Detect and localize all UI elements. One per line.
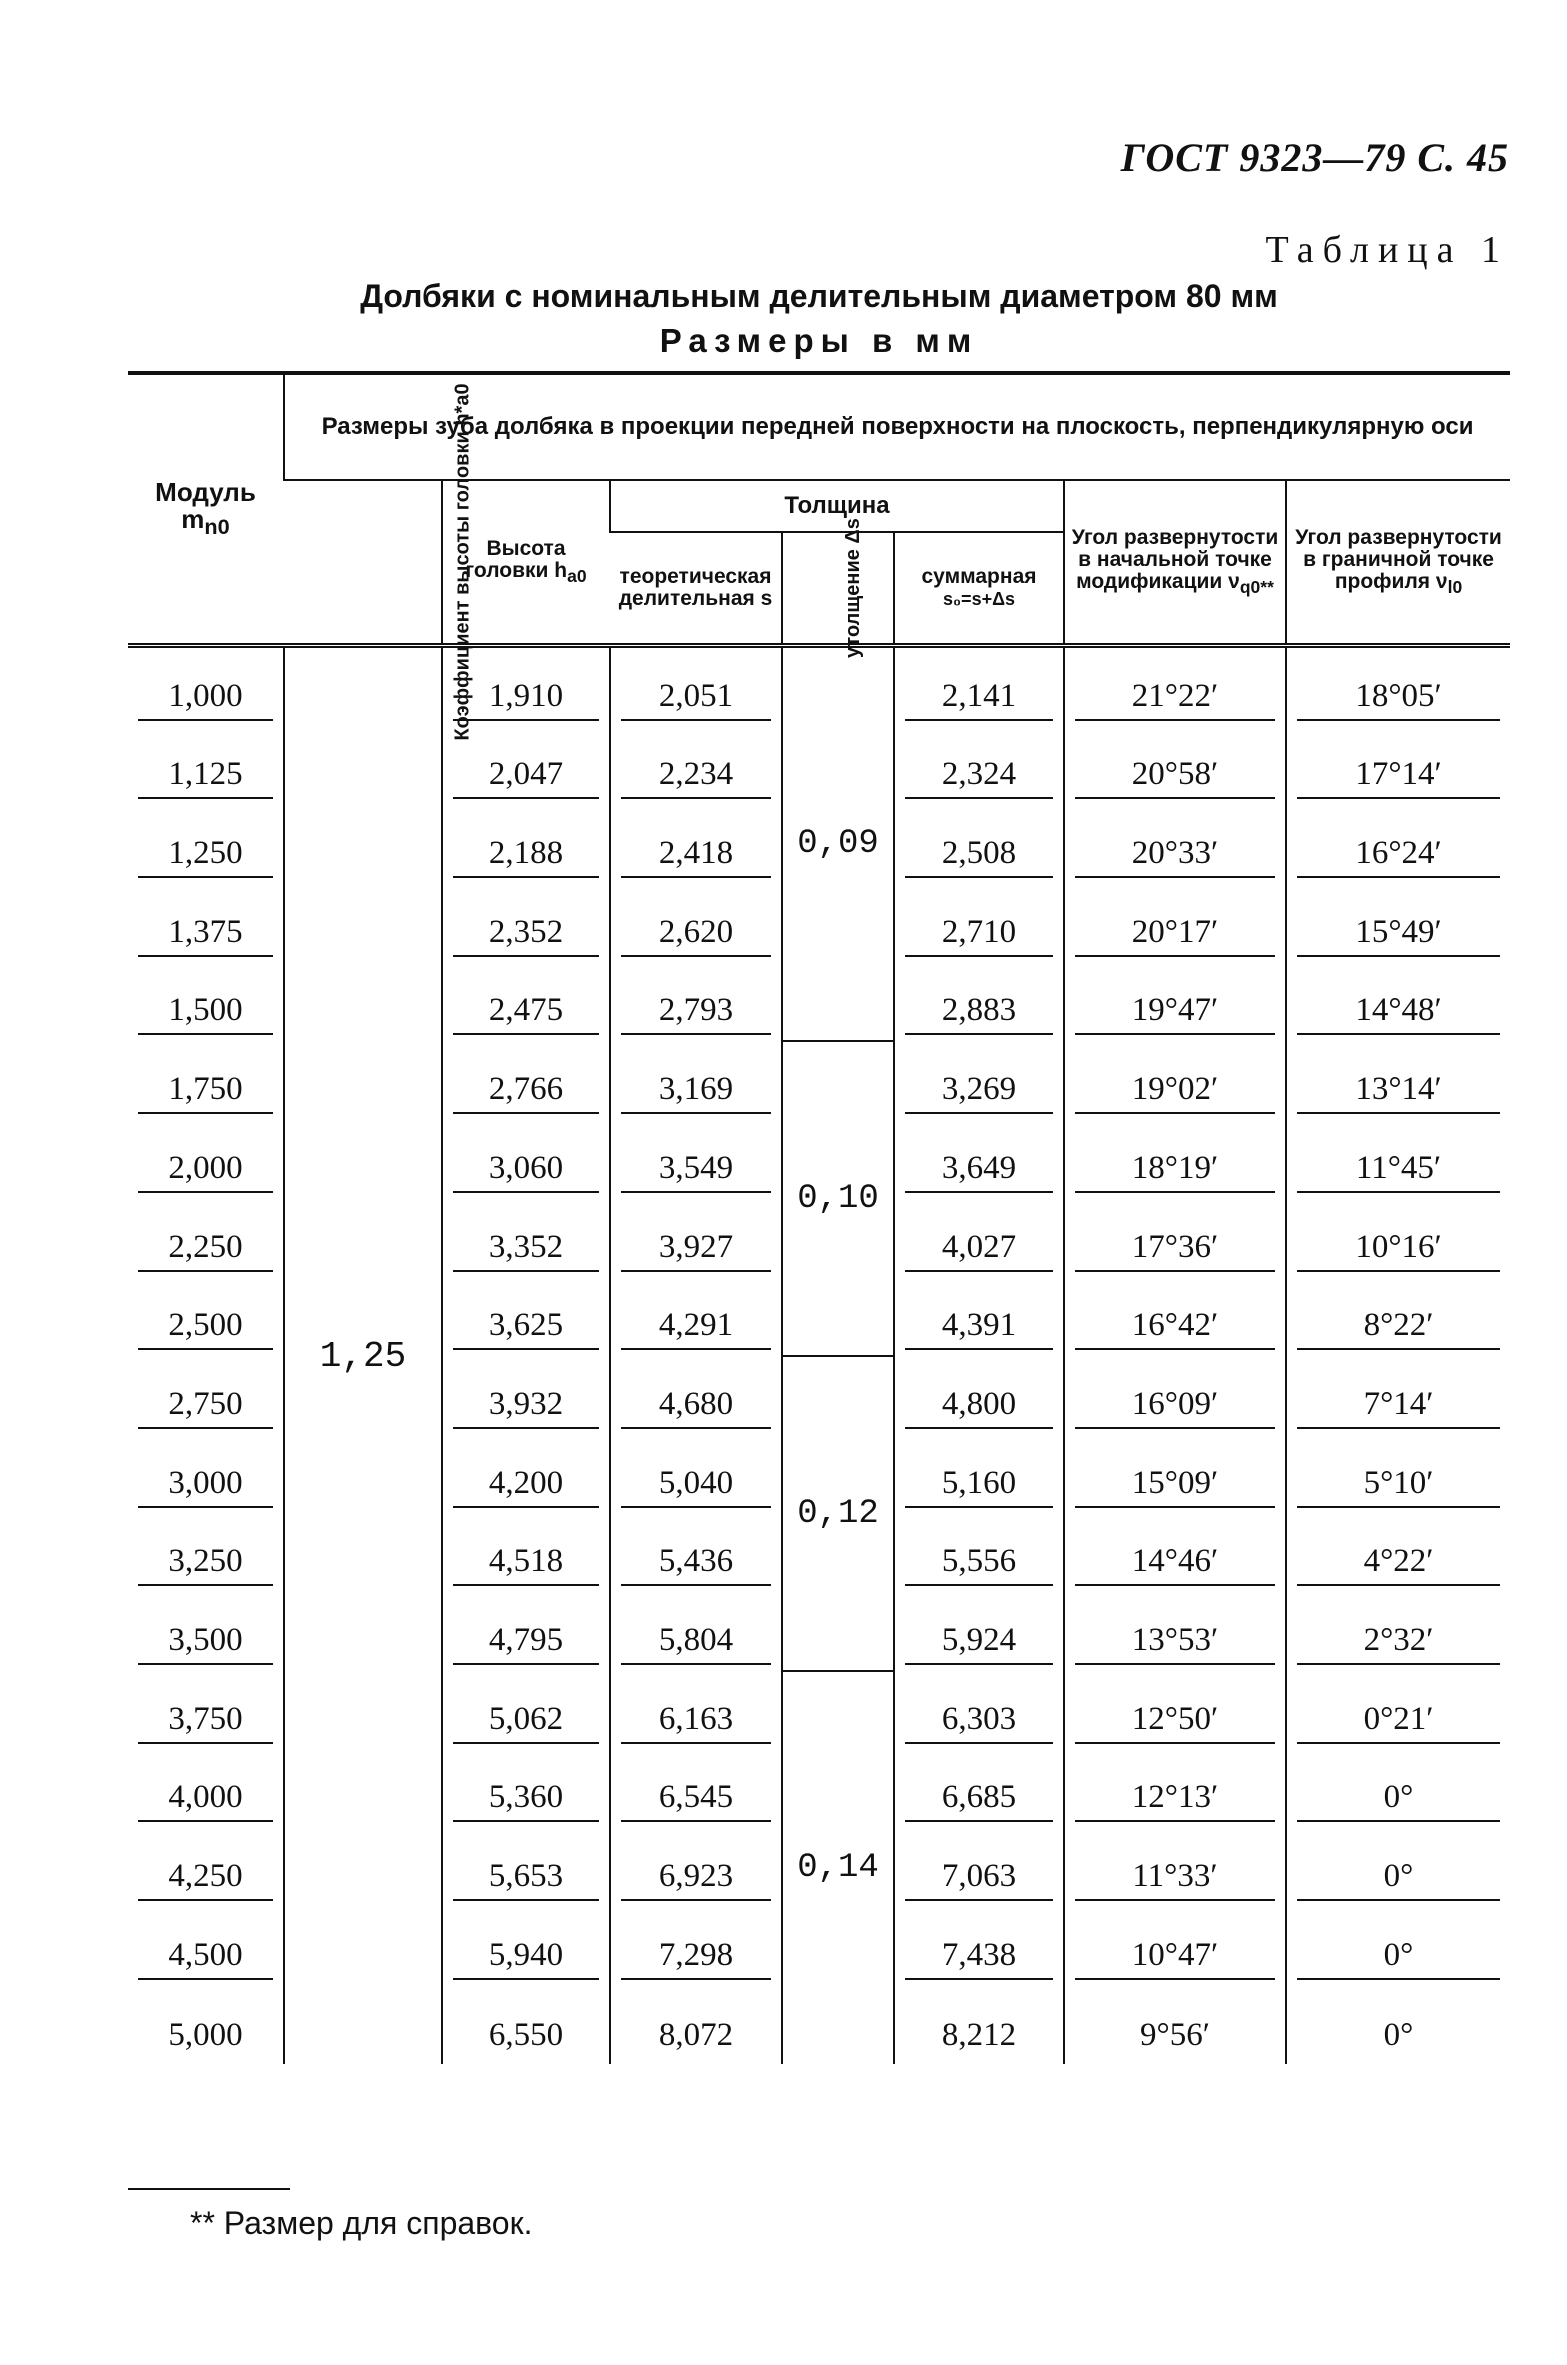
cell-module-value: 3,750 <box>138 1701 273 1744</box>
cell-angle-start-value: 17°36′ <box>1075 1229 1275 1272</box>
cell-height <box>442 1278 610 1357</box>
cell-angle-start <box>1064 963 1286 1042</box>
cell-total <box>894 1356 1064 1435</box>
cell-increase: 0,09 <box>782 646 894 1042</box>
cell-height <box>442 1828 610 1907</box>
cell-angle-start <box>1064 1750 1286 1829</box>
cell-theoretical <box>610 1120 782 1199</box>
cell-height-value: 6,550 <box>488 2017 564 2054</box>
cell-angle-start <box>1064 646 1286 727</box>
header-angle-start: Угол развернутости в начальной точке модификации $\nu_{q0**}$ <box>1064 480 1286 646</box>
footnote: ** Размер для справок. <box>190 2205 533 2241</box>
cell-theoretical-value: 3,549 <box>621 1150 771 1193</box>
cell-module <box>128 1435 284 1514</box>
cell-angle-boundary-value: 0° <box>1297 1858 1500 1901</box>
cell-total-value: 4,800 <box>905 1386 1053 1429</box>
cell-theoretical <box>610 727 782 806</box>
cell-angle-start-value: 16°09′ <box>1075 1386 1275 1429</box>
cell-angle-boundary-value: 0°21′ <box>1297 1701 1500 1744</box>
header-thickness: Толщина <box>610 480 1064 532</box>
data-table <box>128 371 1510 2064</box>
cell-angle-boundary <box>1286 1907 1510 1986</box>
cell-theoretical <box>610 1671 782 1750</box>
cell-theoretical <box>610 963 782 1042</box>
cell-height <box>442 1592 610 1671</box>
cell-theoretical <box>610 1278 782 1357</box>
cell-height <box>442 1750 610 1829</box>
cell-height-value: 5,062 <box>453 1701 599 1744</box>
cell-angle-boundary-value: 0° <box>1297 1779 1500 1822</box>
cell-angle-boundary-value: 0° <box>1383 2017 1414 2054</box>
table-body <box>128 646 1510 2065</box>
cell-module <box>128 1592 284 1671</box>
cell-angle-start-value: 21°22′ <box>1075 678 1275 721</box>
cell-theoretical-value: 2,793 <box>621 992 771 1035</box>
cell-module <box>128 1750 284 1829</box>
cell-total-value: 3,649 <box>905 1150 1053 1193</box>
cell-angle-boundary-value: 11°45′ <box>1297 1150 1500 1193</box>
cell-height-value: 2,188 <box>453 835 599 878</box>
cell-module-value: 2,250 <box>138 1229 273 1272</box>
cell-angle-start-value: 12°50′ <box>1075 1701 1275 1744</box>
cell-height <box>442 1514 610 1593</box>
header-module: Модуль $m_{n0}$ <box>128 373 284 646</box>
cell-angle-start-value: 13°53′ <box>1075 1622 1275 1665</box>
cell-total <box>894 1828 1064 1907</box>
cell-total-value: 3,269 <box>905 1071 1053 1114</box>
page-header: ГОСТ 9323—79 С. 45 <box>1120 135 1509 180</box>
cell-theoretical <box>610 1199 782 1278</box>
cell-height-value: 3,352 <box>453 1229 599 1272</box>
cell-theoretical-value: 2,620 <box>621 914 771 957</box>
header-coef: Коэффициент высоты головки h*a0 <box>284 480 442 646</box>
cell-theoretical-value: 6,545 <box>621 1779 771 1822</box>
cell-total-value: 2,508 <box>905 835 1053 878</box>
cell-height-value: 2,047 <box>453 756 599 799</box>
cell-increase: 0,14 <box>782 1671 894 2064</box>
footnote-rule <box>128 2188 290 2190</box>
cell-angle-boundary <box>1286 1514 1510 1593</box>
table-subtitle: Размеры в мм <box>659 322 979 359</box>
table-title: Долбяки с номинальным делительным диаметром 80 мм <box>360 278 1278 314</box>
cell-module-value: 4,000 <box>138 1779 273 1822</box>
cell-height-value: 1,910 <box>453 678 599 721</box>
cell-module-value: 3,500 <box>138 1622 273 1665</box>
cell-theoretical-value: 7,298 <box>621 1937 771 1980</box>
cell-module <box>128 884 284 963</box>
cell-height <box>442 1356 610 1435</box>
cell-total-value: 4,027 <box>905 1229 1053 1272</box>
cell-module-value: 1,500 <box>138 992 273 1035</box>
cell-height-value: 5,940 <box>453 1937 599 1980</box>
cell-module <box>128 1671 284 1750</box>
cell-height-value: 5,653 <box>453 1858 599 1901</box>
cell-height <box>442 1199 610 1278</box>
cell-angle-start <box>1064 1120 1286 1199</box>
cell-angle-start <box>1064 1514 1286 1593</box>
cell-coef: 1,25 <box>284 646 442 2065</box>
cell-total <box>894 1278 1064 1357</box>
cell-angle-boundary-value: 14°48′ <box>1297 992 1500 1035</box>
cell-module-value: 1,000 <box>138 678 273 721</box>
cell-module <box>128 1986 284 2065</box>
cell-theoretical-value: 5,436 <box>621 1543 771 1586</box>
cell-theoretical <box>610 1356 782 1435</box>
cell-angle-boundary-value: 10°16′ <box>1297 1229 1500 1272</box>
cell-height-value: 3,060 <box>453 1150 599 1193</box>
cell-theoretical-value: 5,804 <box>621 1622 771 1665</box>
cell-module-value: 2,500 <box>138 1307 273 1350</box>
cell-module <box>128 727 284 806</box>
cell-angle-start <box>1064 1907 1286 1986</box>
cell-angle-start-value: 11°33′ <box>1075 1858 1275 1901</box>
cell-theoretical-value: 8,072 <box>658 2017 734 2054</box>
cell-module-value: 1,750 <box>138 1071 273 1114</box>
cell-height <box>442 805 610 884</box>
cell-theoretical <box>610 1514 782 1593</box>
cell-angle-boundary-value: 15°49′ <box>1297 914 1500 957</box>
cell-angle-start-value: 19°47′ <box>1075 992 1275 1035</box>
cell-angle-start-value: 18°19′ <box>1075 1150 1275 1193</box>
cell-module-value: 1,375 <box>138 914 273 957</box>
cell-total <box>894 1592 1064 1671</box>
cell-height <box>442 1671 610 1750</box>
cell-total-value: 4,391 <box>905 1307 1053 1350</box>
cell-angle-start-value: 15°09′ <box>1075 1465 1275 1508</box>
cell-angle-boundary <box>1286 1986 1510 2065</box>
cell-total-value: 8,212 <box>941 2017 1017 2054</box>
cell-angle-boundary-value: 4°22′ <box>1297 1543 1500 1586</box>
cell-angle-boundary <box>1286 963 1510 1042</box>
cell-theoretical <box>610 1750 782 1829</box>
cell-module <box>128 1120 284 1199</box>
cell-angle-boundary <box>1286 1592 1510 1671</box>
cell-theoretical <box>610 805 782 884</box>
cell-angle-boundary-value: 17°14′ <box>1297 756 1500 799</box>
cell-theoretical-value: 2,051 <box>621 678 771 721</box>
cell-theoretical-value: 6,163 <box>621 1701 771 1744</box>
cell-increase: 0,10 <box>782 1041 894 1356</box>
cell-height <box>442 963 610 1042</box>
cell-increase: 0,12 <box>782 1356 894 1671</box>
cell-angle-boundary <box>1286 646 1510 727</box>
cell-angle-boundary <box>1286 727 1510 806</box>
cell-theoretical <box>610 1041 782 1120</box>
cell-theoretical-value: 2,234 <box>621 756 771 799</box>
header-theoretical: теоретическая делительная s <box>610 532 782 646</box>
cell-module <box>128 805 284 884</box>
cell-total <box>894 884 1064 963</box>
cell-module <box>128 646 284 727</box>
cell-height <box>442 884 610 963</box>
cell-module <box>128 1199 284 1278</box>
cell-angle-start-value: 16°42′ <box>1075 1307 1275 1350</box>
cell-theoretical-value: 5,040 <box>621 1465 771 1508</box>
cell-angle-start <box>1064 1278 1286 1357</box>
header-increase: утолщение Δs <box>782 532 894 646</box>
cell-total-value: 2,141 <box>905 678 1053 721</box>
cell-angle-start <box>1064 1986 1286 2065</box>
cell-height-value: 5,360 <box>453 1779 599 1822</box>
cell-total <box>894 1120 1064 1199</box>
cell-height-value: 3,932 <box>453 1386 599 1429</box>
cell-total <box>894 1435 1064 1514</box>
table-label: Таблица 1 <box>1265 229 1509 271</box>
cell-module <box>128 1356 284 1435</box>
cell-height <box>442 1041 610 1120</box>
cell-module-value: 2,000 <box>138 1150 273 1193</box>
cell-angle-start-value: 20°17′ <box>1075 914 1275 957</box>
cell-total-value: 5,924 <box>905 1622 1053 1665</box>
cell-height <box>442 1986 610 2065</box>
cell-angle-boundary-value: 0° <box>1297 1937 1500 1980</box>
cell-angle-boundary-value: 18°05′ <box>1297 678 1500 721</box>
cell-height-value: 4,795 <box>453 1622 599 1665</box>
cell-module-value: 1,250 <box>138 835 273 878</box>
cell-height-value: 2,766 <box>453 1071 599 1114</box>
cell-angle-boundary <box>1286 805 1510 884</box>
cell-height <box>442 1435 610 1514</box>
header-total: суммарная s₀=s+Δs <box>894 532 1064 646</box>
header-height: Высота головки $h_{a0}$ <box>442 480 610 646</box>
cell-module-value: 3,250 <box>138 1543 273 1586</box>
cell-theoretical-value: 4,291 <box>621 1307 771 1350</box>
cell-height-value: 2,352 <box>453 914 599 957</box>
cell-angle-boundary-value: 16°24′ <box>1297 835 1500 878</box>
cell-module <box>128 1278 284 1357</box>
cell-angle-boundary <box>1286 1120 1510 1199</box>
cell-angle-boundary <box>1286 1435 1510 1514</box>
cell-theoretical <box>610 1828 782 1907</box>
cell-module-value: 2,750 <box>138 1386 273 1429</box>
cell-height-value: 4,200 <box>453 1465 599 1508</box>
cell-total <box>894 1514 1064 1593</box>
cell-angle-boundary-value: 5°10′ <box>1297 1465 1500 1508</box>
cell-module <box>128 1514 284 1593</box>
cell-module <box>128 1828 284 1907</box>
cell-angle-boundary <box>1286 1199 1510 1278</box>
cell-angle-boundary-value: 7°14′ <box>1297 1386 1500 1429</box>
cell-angle-start <box>1064 1435 1286 1514</box>
cell-angle-boundary <box>1286 884 1510 963</box>
cell-total <box>894 1986 1064 2065</box>
cell-theoretical <box>610 1907 782 1986</box>
cell-total <box>894 1907 1064 1986</box>
cell-angle-start-value: 12°13′ <box>1075 1779 1275 1822</box>
cell-theoretical-value: 3,927 <box>621 1229 771 1272</box>
cell-angle-boundary <box>1286 1750 1510 1829</box>
cell-total <box>894 646 1064 727</box>
cell-height <box>442 1120 610 1199</box>
cell-angle-start <box>1064 1592 1286 1671</box>
cell-total <box>894 1199 1064 1278</box>
cell-angle-start <box>1064 1199 1286 1278</box>
cell-angle-boundary-value: 2°32′ <box>1297 1622 1500 1665</box>
cell-total-value: 2,324 <box>905 756 1053 799</box>
cell-total <box>894 727 1064 806</box>
cell-theoretical <box>610 1435 782 1514</box>
cell-angle-start-value: 9°56′ <box>1140 2017 1210 2054</box>
cell-total-value: 7,438 <box>905 1937 1053 1980</box>
cell-angle-start <box>1064 805 1286 884</box>
cell-total-value: 5,556 <box>905 1543 1053 1586</box>
cell-angle-boundary <box>1286 1356 1510 1435</box>
cell-height <box>442 1907 610 1986</box>
cell-height-value: 4,518 <box>453 1543 599 1586</box>
cell-height-value: 3,625 <box>453 1307 599 1350</box>
cell-theoretical-value: 3,169 <box>621 1071 771 1114</box>
cell-total-value: 2,710 <box>905 914 1053 957</box>
cell-angle-boundary <box>1286 1671 1510 1750</box>
table-row <box>128 646 1510 727</box>
cell-module-value: 5,000 <box>168 2017 243 2054</box>
cell-angle-boundary-value: 8°22′ <box>1297 1307 1500 1350</box>
cell-module <box>128 1907 284 1986</box>
cell-total <box>894 1671 1064 1750</box>
cell-total-value: 6,303 <box>905 1701 1053 1744</box>
cell-total <box>894 805 1064 884</box>
cell-angle-start <box>1064 884 1286 963</box>
cell-angle-start-value: 20°58′ <box>1075 756 1275 799</box>
cell-theoretical-value: 6,923 <box>621 1858 771 1901</box>
cell-angle-start-value: 20°33′ <box>1075 835 1275 878</box>
cell-angle-start-value: 10°47′ <box>1075 1937 1275 1980</box>
cell-module-value: 4,250 <box>138 1858 273 1901</box>
cell-module-value: 4,500 <box>138 1937 273 1980</box>
header-angle-boundary: Угол развернутости в граничной точке профиля $\nu_{l0}$ <box>1286 480 1510 646</box>
cell-angle-start-value: 19°02′ <box>1075 1071 1275 1114</box>
cell-theoretical <box>610 884 782 963</box>
cell-theoretical <box>610 646 782 727</box>
cell-total <box>894 1750 1064 1829</box>
cell-angle-boundary <box>1286 1828 1510 1907</box>
cell-theoretical-value: 4,680 <box>621 1386 771 1429</box>
cell-angle-start <box>1064 1671 1286 1750</box>
cell-total <box>894 963 1064 1042</box>
cell-theoretical <box>610 1986 782 2065</box>
cell-module <box>128 1041 284 1120</box>
cell-angle-start <box>1064 727 1286 806</box>
cell-angle-boundary <box>1286 1041 1510 1120</box>
header-group: Размеры зуба долбяка в проекции передней поверхности на плоскость, перпендикулярную оси <box>284 373 1510 480</box>
cell-angle-start-value: 14°46′ <box>1075 1543 1275 1586</box>
cell-angle-start <box>1064 1356 1286 1435</box>
cell-total-value: 7,063 <box>905 1858 1053 1901</box>
cell-theoretical <box>610 1592 782 1671</box>
cell-total-value: 5,160 <box>905 1465 1053 1508</box>
cell-angle-boundary-value: 13°14′ <box>1297 1071 1500 1114</box>
cell-total-value: 2,883 <box>905 992 1053 1035</box>
cell-total-value: 6,685 <box>905 1779 1053 1822</box>
cell-theoretical-value: 2,418 <box>621 835 771 878</box>
cell-angle-start <box>1064 1828 1286 1907</box>
cell-total <box>894 1041 1064 1120</box>
cell-module <box>128 963 284 1042</box>
cell-angle-boundary <box>1286 1278 1510 1357</box>
cell-angle-start <box>1064 1041 1286 1120</box>
cell-height-value: 2,475 <box>453 992 599 1035</box>
cell-module-value: 3,000 <box>138 1465 273 1508</box>
cell-module-value: 1,125 <box>138 756 273 799</box>
